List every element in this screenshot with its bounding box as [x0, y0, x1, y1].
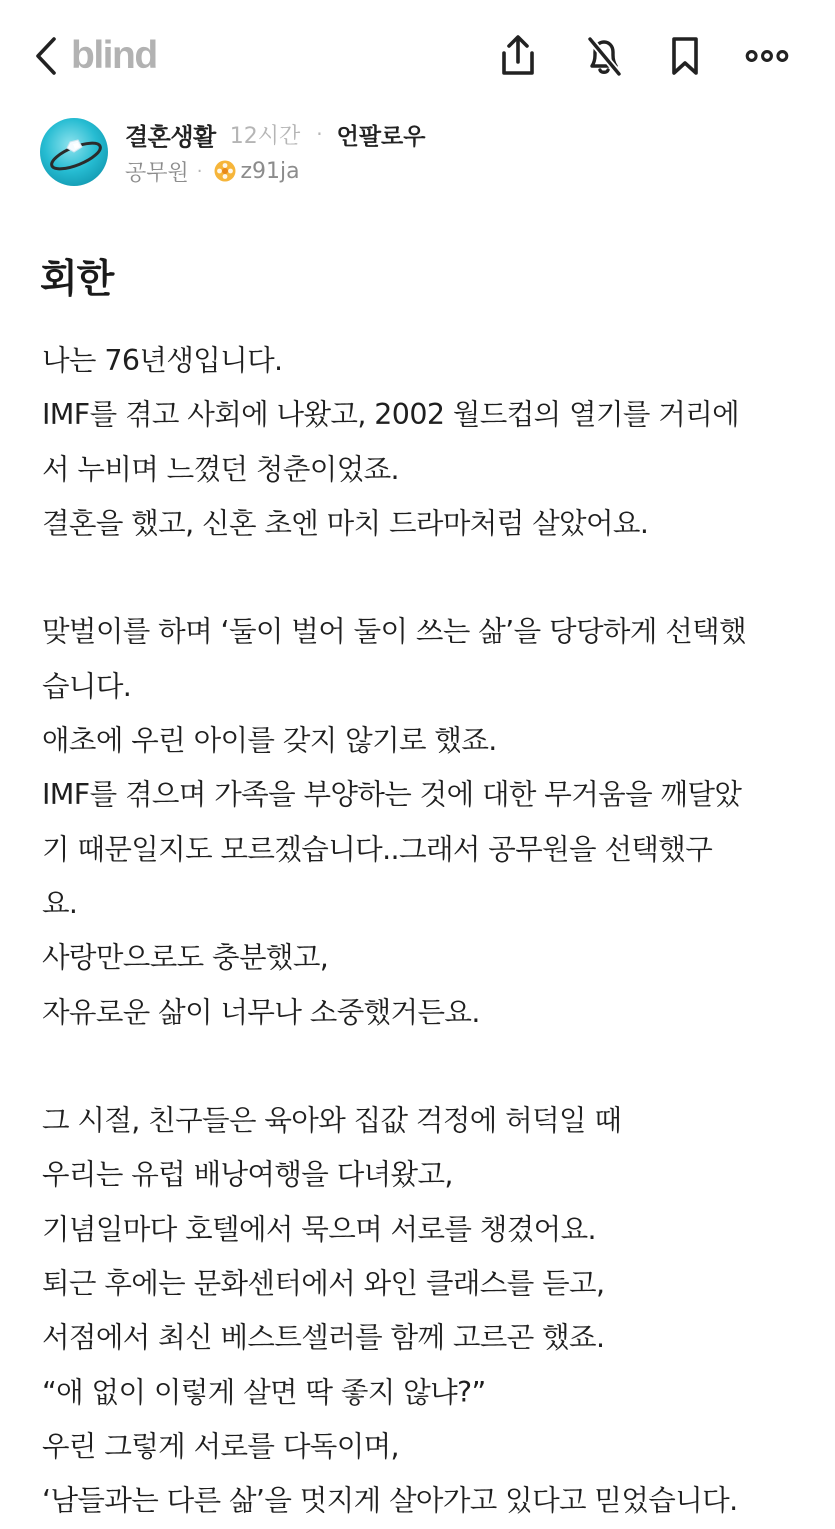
notification-toggle-button[interactable] [580, 30, 628, 82]
post-body-line: 기 때문일지도 모르겠습니다..그래서 공무원을 선택했구 [42, 832, 713, 866]
post-body-line: 애초에 우린 아이를 갖지 않기로 했죠. [42, 724, 497, 758]
share-icon [496, 33, 540, 79]
post-body-line: 서점에서 최신 베스트셀러를 함께 고르곤 했죠. [42, 1321, 605, 1355]
brand-logo: blind [71, 34, 157, 77]
author-company: 공무원 [125, 160, 189, 186]
top-navigation-bar [0, 0, 835, 110]
post-body-line: 퇴근 후에는 문화센터에서 와인 클래스를 듣고, [42, 1267, 605, 1301]
author-secondary-line [125, 155, 300, 187]
post-body-line: “애 없이 이렇게 살면 딱 좋지 않냐?” [42, 1375, 486, 1409]
paragraph-spacer [42, 1040, 802, 1094]
share-button[interactable] [494, 30, 542, 82]
post-body-line: 그 시절, 친구들은 육아와 집값 걱정에 허덕일 때 [42, 1104, 622, 1138]
author-nickname[interactable]: 결혼생활 [125, 122, 216, 151]
post-body-line: 요. [42, 886, 78, 920]
back-button[interactable] [28, 32, 64, 80]
post-body [42, 334, 802, 1529]
post-body-line: 습니다. [42, 669, 132, 703]
avatar[interactable] [40, 118, 108, 186]
post-body-line: 우리는 유럽 배낭여행을 다녀왔고, [42, 1158, 453, 1192]
more-icon [743, 33, 791, 79]
back-chevron-icon [33, 36, 59, 76]
unfollow-button[interactable]: 언팔로우 [336, 123, 426, 150]
bookmark-icon [665, 33, 705, 79]
post-body-line: 기념일마다 호텔에서 묵으며 서로를 챙겼어요. [42, 1212, 596, 1246]
post-body-line: ‘남들과는 다른 삶’을 멋지게 살아가고 있다고 믿었습니다. [42, 1484, 738, 1518]
post-body-line: IMF를 겪고 사회에 나왔고, 2002 월드컵의 열기를 거리에 [42, 398, 740, 432]
notification-off-icon [582, 33, 626, 79]
author-info [40, 117, 800, 189]
author-username: z91ja [240, 158, 300, 184]
post-body-line: 우린 그렇게 서로를 다독이며, [42, 1429, 400, 1463]
separator-dot: · [316, 122, 323, 146]
flower-badge-icon [213, 159, 237, 183]
post-body-line: 자유로운 삶이 너무나 소중했거든요. [42, 995, 480, 1029]
ring-avatar-icon [40, 118, 108, 186]
post-body-line: 결혼을 했고, 신혼 초엔 마치 드라마처럼 살았어요. [42, 506, 649, 540]
author-primary-line [125, 117, 425, 151]
post-title: 회한 [40, 257, 114, 302]
more-options-button[interactable] [743, 30, 791, 82]
bookmark-button[interactable] [661, 30, 709, 82]
post-body-line: IMF를 겪으며 가족을 부양하는 것에 대한 무거움을 깨달았 [42, 778, 742, 812]
post-body-line: 사랑만으로도 충분했고, [42, 941, 329, 975]
paragraph-spacer [42, 551, 802, 605]
post-body-line: 나는 76년생입니다. [42, 344, 283, 377]
separator-dot: · [196, 160, 203, 182]
post-body-line: 서 누비며 느꼈던 청춘이었죠. [42, 452, 400, 486]
post-time: 12시간 [229, 123, 301, 149]
post-body-line: 맞벌이를 하며 ‘둘이 벌어 둘이 쓰는 삶’을 당당하게 선택했 [42, 615, 747, 649]
